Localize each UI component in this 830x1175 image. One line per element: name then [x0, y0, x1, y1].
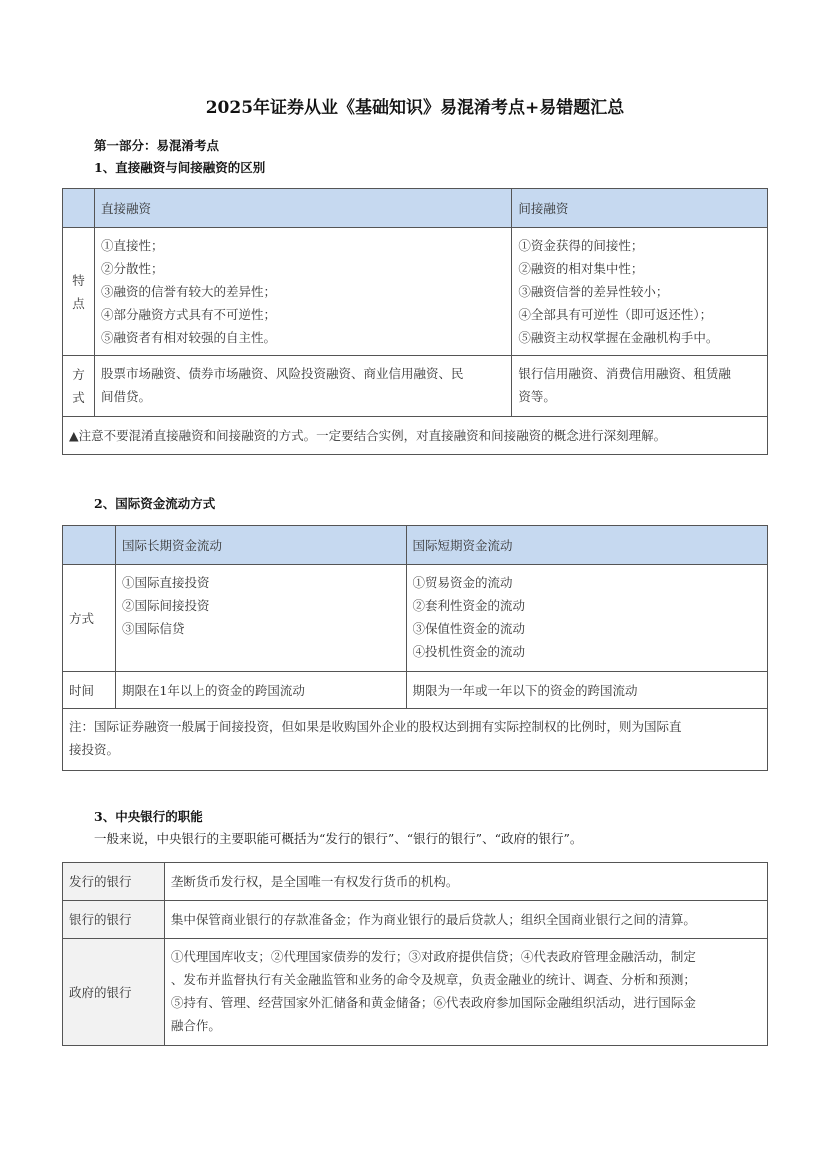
- list-item: ④全部具有可逆性（即可返还性）；: [518, 307, 713, 322]
- note-cell: ▲注意不要混淆直接融资和间接融资的方式。一定要结合实例，对直接融资和间接融资的概念进行深刻理解。: [63, 417, 768, 455]
- list-item: ⑤融资主动权掌握在金融机构手中。: [518, 330, 719, 345]
- list-item: ③融资信誉的差异性较小；: [518, 284, 669, 299]
- text-line: 资等。: [518, 389, 556, 404]
- list-item: ③保值性资金的流动: [412, 621, 526, 636]
- table-row-methods: [63, 565, 768, 672]
- list-item: ②融资的相对集中性；: [518, 261, 644, 276]
- row-label-char: 点: [72, 295, 85, 311]
- row-label-features: [63, 228, 95, 356]
- table-row: [63, 939, 768, 1046]
- list-item: ①资金获得的间接性；: [518, 238, 644, 253]
- list-item: ③国际信贷: [121, 621, 185, 636]
- list-item: ⑤融资者有相对较强的自主性。: [100, 330, 276, 345]
- table-row-features: [63, 228, 768, 356]
- issuing-bank-content: 垄断货币发行权，是全国唯一有权发行货币的机构。: [164, 863, 767, 901]
- page-title: 2025年证券从业《基础知识》易混淆考点+易错题汇总: [205, 98, 625, 118]
- header-indirect-financing: 间接融资: [512, 189, 768, 228]
- list-item: ④部分融资方式具有不可逆性；: [100, 307, 276, 322]
- central-bank-functions-table: [62, 862, 768, 1046]
- text-line: ①代理国库收支；②代理国家债券的发行；③对政府提供信贷；④代表政府管理金融活动，制定: [170, 949, 696, 964]
- header-long-term-flow: 国际长期资金流动: [115, 526, 406, 565]
- row-label-duration: 时间: [63, 672, 116, 709]
- row-label-issuing-bank: 发行的银行: [63, 863, 165, 901]
- note-cell: [63, 709, 768, 771]
- short-term-duration-cell: 期限为一年或一年以下的资金的跨国流动: [406, 672, 767, 709]
- list-item: ①贸易资金的流动: [412, 575, 513, 590]
- banks-bank-content: 集中保管商业银行的存款准备金；作为商业银行的最后贷款人；组织全国商业银行之间的清算。: [164, 901, 767, 939]
- header-corner-cell: [63, 526, 116, 565]
- long-term-methods-cell: [115, 565, 406, 672]
- list-item: ③融资的信誉有较大的差异性；: [100, 284, 276, 299]
- indirect-methods-cell: [512, 356, 768, 417]
- section2-heading: 2、国际资金流动方式: [94, 496, 216, 511]
- text-line: 股票市场融资、债券市场融资、风险投资融资、商业信用融资、民: [100, 366, 464, 381]
- header-direct-financing: 直接融资: [94, 189, 511, 228]
- table-row: [63, 901, 768, 939]
- indirect-features-cell: [512, 228, 768, 356]
- text-line: 银行信用融资、消费信用融资、租赁融: [518, 366, 731, 381]
- table-note-row: [63, 709, 768, 771]
- row-label-char: 特: [72, 272, 85, 288]
- list-item: ②套利性资金的流动: [412, 598, 526, 613]
- list-item: ①直接性；: [100, 238, 164, 253]
- part1-heading: 第一部分：易混淆考点: [94, 138, 220, 153]
- row-label-methods: 方式: [63, 565, 116, 672]
- short-term-methods-cell: [406, 565, 767, 672]
- section3-intro: 一般来说，中央银行的主要职能可概括为“发行的银行”、“银行的银行”、“政府的银行”。: [94, 831, 583, 846]
- row-label-government-bank: 政府的银行: [63, 939, 165, 1046]
- table-row: [63, 863, 768, 901]
- row-label-char: 方: [72, 367, 85, 382]
- capital-flow-table: [62, 525, 768, 771]
- table-note-row: [63, 417, 768, 455]
- text-line: ⑤持有、管理、经营国家外汇储备和黄金储备；⑥代表政府参加国际金融组织活动，进行国际金: [170, 995, 696, 1010]
- table-row-duration: [63, 672, 768, 709]
- row-label-char: 式: [72, 390, 85, 405]
- table-row-methods: [63, 356, 768, 417]
- direct-methods-cell: [94, 356, 511, 417]
- header-corner-cell: [63, 189, 95, 228]
- section3-heading: 3、中央银行的职能: [94, 809, 203, 824]
- row-label-banks-bank: 银行的银行: [63, 901, 165, 939]
- table-header-row: [63, 526, 768, 565]
- section1-heading: 1、直接融资与间接融资的区别: [94, 160, 266, 175]
- text-line: 接投资。: [69, 742, 120, 757]
- list-item: ②分散性；: [100, 261, 164, 276]
- header-short-term-flow: 国际短期资金流动: [406, 526, 767, 565]
- row-label-methods: [63, 356, 95, 417]
- government-bank-content: [164, 939, 767, 1046]
- financing-comparison-table: [62, 188, 768, 455]
- text-line: 间借贷。: [100, 389, 151, 404]
- text-line: 、发布并监督执行有关金融监管和业务的命令及规章，负责金融业的统计、调查、分析和预测；: [170, 972, 696, 987]
- list-item: ④投机性资金的流动: [412, 644, 526, 659]
- list-item: ②国际间接投资: [121, 598, 210, 613]
- table-header-row: [63, 189, 768, 228]
- list-item: ①国际直接投资: [121, 575, 210, 590]
- long-term-duration-cell: 期限在1年以上的资金的跨国流动: [115, 672, 406, 709]
- text-line: 融合作。: [170, 1018, 221, 1033]
- text-line: 注：国际证券融资一般属于间接投资，但如果是收购国外企业的股权达到拥有实际控制权的比例时，则为国际直: [69, 719, 682, 734]
- direct-features-cell: [94, 228, 511, 356]
